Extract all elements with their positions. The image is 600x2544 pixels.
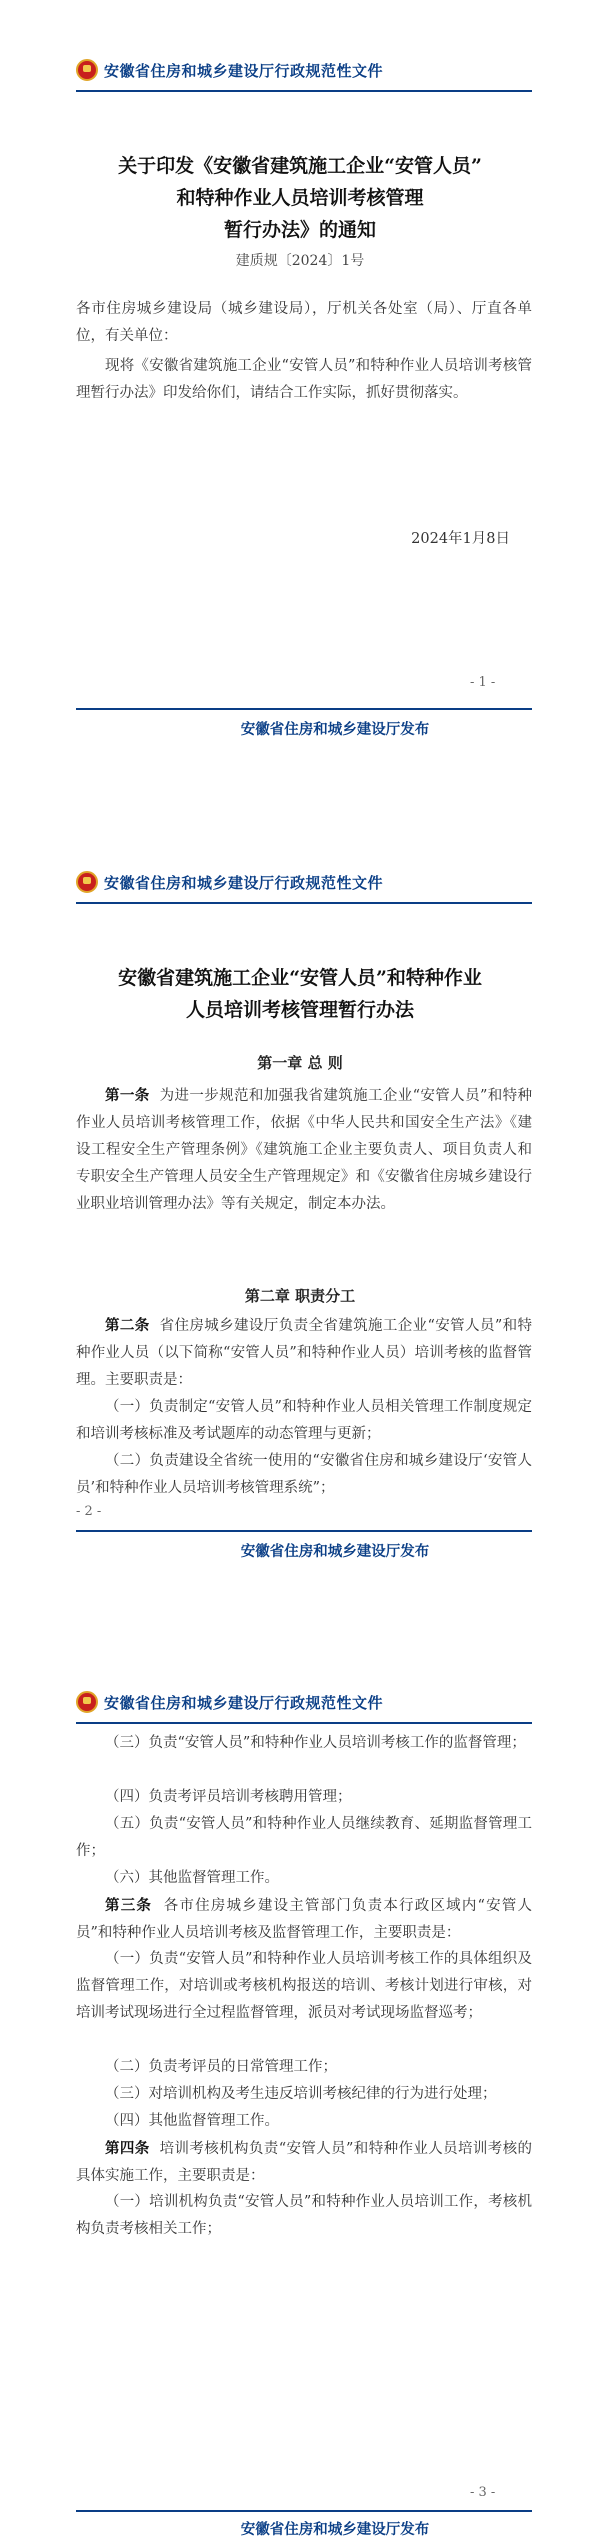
doc-title-line-3: 暂行办法》的通知 bbox=[223, 219, 376, 241]
header-divider bbox=[76, 902, 532, 904]
footer-divider bbox=[76, 708, 532, 710]
regulation-title-line-1: 安徽省建筑施工企业“安管人员”和特种作业 bbox=[118, 967, 482, 989]
article-4-item-1: （一）培训机构负责“安管人员”和特种作业人员培训工作，考核机构负责考核相关工作； bbox=[76, 2194, 532, 2237]
article-2-label: 第二条 bbox=[105, 1317, 150, 1334]
header-title: 安徽省住房和城乡建设厅行政规范性文件 bbox=[104, 873, 384, 892]
footer-publisher: 安徽省住房和城乡建设厅发布 bbox=[240, 722, 430, 738]
article-2-item-5: （五）负责“安管人员”和特种作业人员继续教育、延期监督管理工作； bbox=[76, 1816, 532, 1859]
article-3-label: 第三条 bbox=[105, 1897, 153, 1914]
notice-body: 现将《安徽省建筑施工企业“安管人员”和特种作业人员培训考核管理暂行办法》印发给你们，请结合工作实际，抓好贯彻落实。 bbox=[76, 358, 532, 401]
article-4-label: 第四条 bbox=[105, 2140, 150, 2157]
article-3-item-1: （一）负责“安管人员”和特种作业人员培训考核工作的具体组织及监督管理工作，对培训或考核机构报送的培训、考核计划进行审核，对培训考试现场进行全过程监督管理，派员对考试现场监督巡考； bbox=[76, 1951, 532, 2021]
page-header bbox=[76, 1690, 383, 1714]
article-2-text: 省住房城乡建设厅负责全省建筑施工企业“安管人员”和特种作业人员（以下简称“安管人员”和特种作业人员）培训考核的监督管理。主要职责是： bbox=[76, 1318, 533, 1388]
page-number: - 3 - bbox=[470, 2485, 496, 2500]
footer-divider bbox=[76, 2510, 532, 2512]
article-3-item-2: （二）负责考评员的日常管理工作； bbox=[105, 2059, 337, 2075]
article-2-item-6: （六）其他监督管理工作。 bbox=[105, 1870, 279, 1886]
page-header bbox=[76, 870, 383, 894]
addressee: 各市住房城乡建设局（城乡建设局），厅机关各处室（局）、厅直各单位，有关单位： bbox=[76, 301, 532, 344]
footer-divider bbox=[76, 1530, 532, 1532]
page-1 bbox=[0, 0, 600, 738]
issue-date: 2024年1月8日 bbox=[411, 531, 510, 547]
chapter-2-heading: 第二章 职责分工 bbox=[244, 1287, 356, 1305]
article-4 bbox=[76, 2135, 532, 2190]
header-title: 安徽省住房和城乡建设厅行政规范性文件 bbox=[104, 1693, 384, 1712]
national-emblem-icon bbox=[76, 1691, 98, 1713]
article-3-item-3: （三）对培训机构及考生违反培训考核纪律的行为进行处理； bbox=[105, 2086, 497, 2102]
header-divider bbox=[76, 1722, 532, 1724]
page-header bbox=[76, 58, 383, 82]
header-divider bbox=[76, 90, 532, 92]
article-2 bbox=[76, 1312, 532, 1394]
article-2-item-2: （二）负责建设全省统一使用的“安徽省住房和城乡建设厅‘安管人员’和特种作业人员培训考核管理系统”； bbox=[76, 1453, 532, 1496]
page-3 bbox=[0, 1670, 600, 2544]
regulation-title-line-2: 人员培训考核管理暂行办法 bbox=[185, 999, 414, 1021]
national-emblem-icon bbox=[76, 59, 98, 81]
article-4-text: 培训考核机构负责“安管人员”和特种作业人员培训考核的具体实施工作，主要职责是： bbox=[76, 2141, 533, 2184]
article-3 bbox=[76, 1892, 532, 1947]
page-2 bbox=[0, 850, 600, 1610]
article-2-item-4: （四）负责考评员培训考核聘用管理； bbox=[105, 1789, 352, 1805]
doc-number: 建质规〔2024〕1号 bbox=[235, 253, 365, 269]
article-1 bbox=[76, 1082, 532, 1218]
article-3-text: 各市住房城乡建设主管部门负责本行政区域内“安管人员”和特种作业人员培训考核及监督管理工作，主要职责是： bbox=[76, 1898, 533, 1941]
page-number: - 1 - bbox=[470, 675, 496, 690]
chapter-1-heading: 第一章 总 则 bbox=[257, 1054, 343, 1072]
page-number: - 2 - bbox=[76, 1504, 102, 1519]
doc-title-line-2: 和特种作业人员培训考核管理 bbox=[176, 187, 424, 209]
article-2-item-3: （三）负责“安管人员”和特种作业人员培训考核工作的监督管理； bbox=[105, 1735, 526, 1751]
header-title: 安徽省住房和城乡建设厅行政规范性文件 bbox=[104, 61, 384, 80]
national-emblem-icon bbox=[76, 871, 98, 893]
footer-publisher: 安徽省住房和城乡建设厅发布 bbox=[240, 1544, 430, 1560]
article-3-item-4: （四）其他监督管理工作。 bbox=[105, 2113, 279, 2129]
article-2-item-1: （一）负责制定“安管人员”和特种作业人员相关管理工作制度规定和培训考核标准及考试题库的动态管理与更新； bbox=[76, 1399, 532, 1442]
footer-publisher: 安徽省住房和城乡建设厅发布 bbox=[240, 2522, 430, 2538]
article-1-text: 为进一步规范和加强我省建筑施工企业“安管人员”和特种作业人员培训考核管理工作，依据《中华人民共和国安全生产法》《建设工程安全生产管理条例》《建筑施工企业主要负责人、项目负责人和专职安全生产管理人员安全生产管理规定》和《安徽省住房城乡建设行业职业培训管理办法》等有关规定，制定本办法。 bbox=[76, 1088, 533, 1212]
article-1-label: 第一条 bbox=[105, 1087, 150, 1104]
doc-title-line-1: 关于印发《安徽省建筑施工企业“安管人员” bbox=[118, 155, 482, 177]
